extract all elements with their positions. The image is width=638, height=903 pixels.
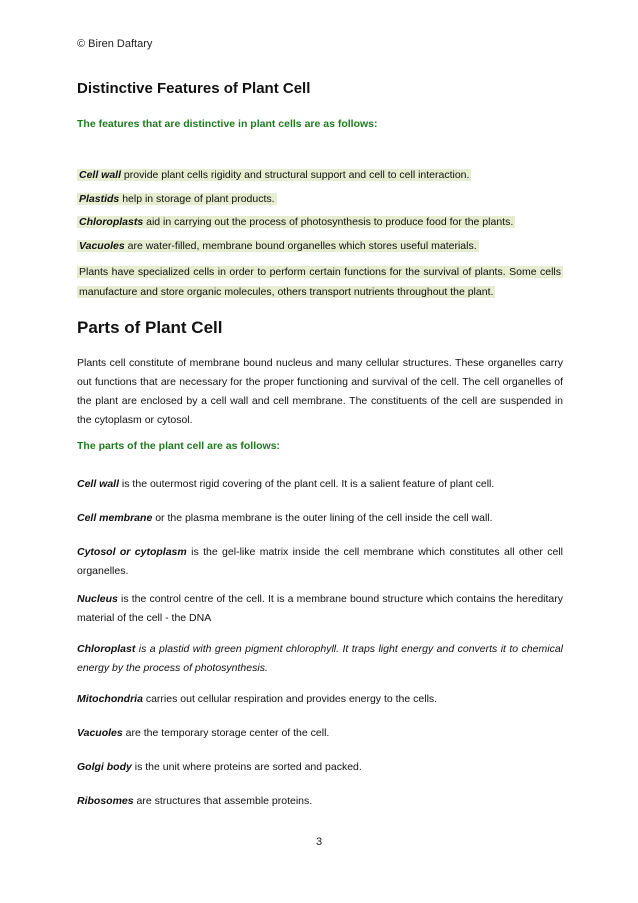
part-term: Ribosomes xyxy=(77,795,134,807)
part-item xyxy=(77,590,563,628)
part-term: Cytosol or cytoplasm xyxy=(77,546,187,558)
feature-term: Chloroplasts xyxy=(79,216,144,228)
part-text: is a plastid with green pigment chlorophyll. It traps light energy and converts it to chemical energy by the process of photosynthesis. xyxy=(77,643,563,674)
page-header-copyright: © Biren Daftary xyxy=(77,38,153,50)
part-item xyxy=(77,792,563,811)
page-number: 3 xyxy=(315,836,323,848)
feature-term: Plastids xyxy=(79,193,120,205)
part-term: Golgi body xyxy=(77,761,132,773)
part-text: is the gel-like matrix inside the cell membrane which constitutes all other cell organelles. xyxy=(77,546,563,577)
part-term: Vacuoles xyxy=(77,727,123,739)
part-item xyxy=(77,509,563,528)
part-term: Mitochondria xyxy=(77,693,143,705)
part-text: is the control centre of the cell. It is a membrane bound structure which contains the hereditary material of the cell - the DNA xyxy=(77,593,563,624)
feature-item xyxy=(77,236,563,256)
part-text: or the plasma membrane is the outer lining of the cell inside the cell wall. xyxy=(152,512,493,524)
feature-item xyxy=(77,189,563,209)
feature-text: Plants have specialized cells in order to perform certain functions for the survival of plants. Some cells manufacture and store organic molecules, others transport nutrients throughout the plant. xyxy=(79,266,561,298)
part-item xyxy=(77,543,563,581)
part-text: is the unit where proteins are sorted and packed. xyxy=(131,761,362,773)
feature-text: aid in carrying out the process of photosynthesis to produce food for the plants. xyxy=(143,216,514,228)
part-item xyxy=(77,758,563,777)
part-item xyxy=(77,640,563,678)
feature-term: Vacuoles xyxy=(79,240,125,252)
section-intro-parts: The parts of the plant cell are as follows: xyxy=(77,440,281,452)
feature-text: are water-filled, membrane bound organelles which stores useful materials. xyxy=(124,240,477,252)
part-term: Nucleus xyxy=(77,593,118,605)
feature-term: Cell wall xyxy=(79,169,122,181)
section-title-parts: Parts of Plant Cell xyxy=(77,318,223,337)
feature-item xyxy=(77,212,563,232)
part-term: Cell wall xyxy=(77,478,120,490)
part-text: is the outermost rigid covering of the plant cell. It is a salient feature of plant cell. xyxy=(119,478,495,490)
part-term: Cell membrane xyxy=(77,512,153,524)
feature-item xyxy=(77,262,563,302)
part-text: carries out cellular respiration and provides energy to the cells. xyxy=(142,693,438,705)
part-item xyxy=(77,690,563,709)
part-item xyxy=(77,724,563,743)
part-item xyxy=(77,475,563,494)
parts-paragraph: Plants cell constitute of membrane bound nucleus and many cellular structures. These organelles carry out functions that are necessary for the proper functioning and survival of the cell. The cell organelles of the plant are enclosed by a cell wall and cell membrane. The constituents of the cell are suspended in the cytoplasm or cytosol. xyxy=(77,357,563,426)
section-intro-distinctive: The features that are distinctive in plant cells are as follows: xyxy=(77,118,378,130)
feature-text: help in storage of plant products. xyxy=(119,193,275,205)
part-text: are the temporary storage center of the cell. xyxy=(122,727,330,739)
feature-item xyxy=(77,165,563,185)
section-title-distinctive-features: Distinctive Features of Plant Cell xyxy=(77,80,311,97)
part-term: Chloroplast xyxy=(77,643,136,655)
part-text: are structures that assemble proteins. xyxy=(133,795,313,807)
feature-text: provide plant cells rigidity and structural support and cell to cell interaction. xyxy=(121,169,470,181)
